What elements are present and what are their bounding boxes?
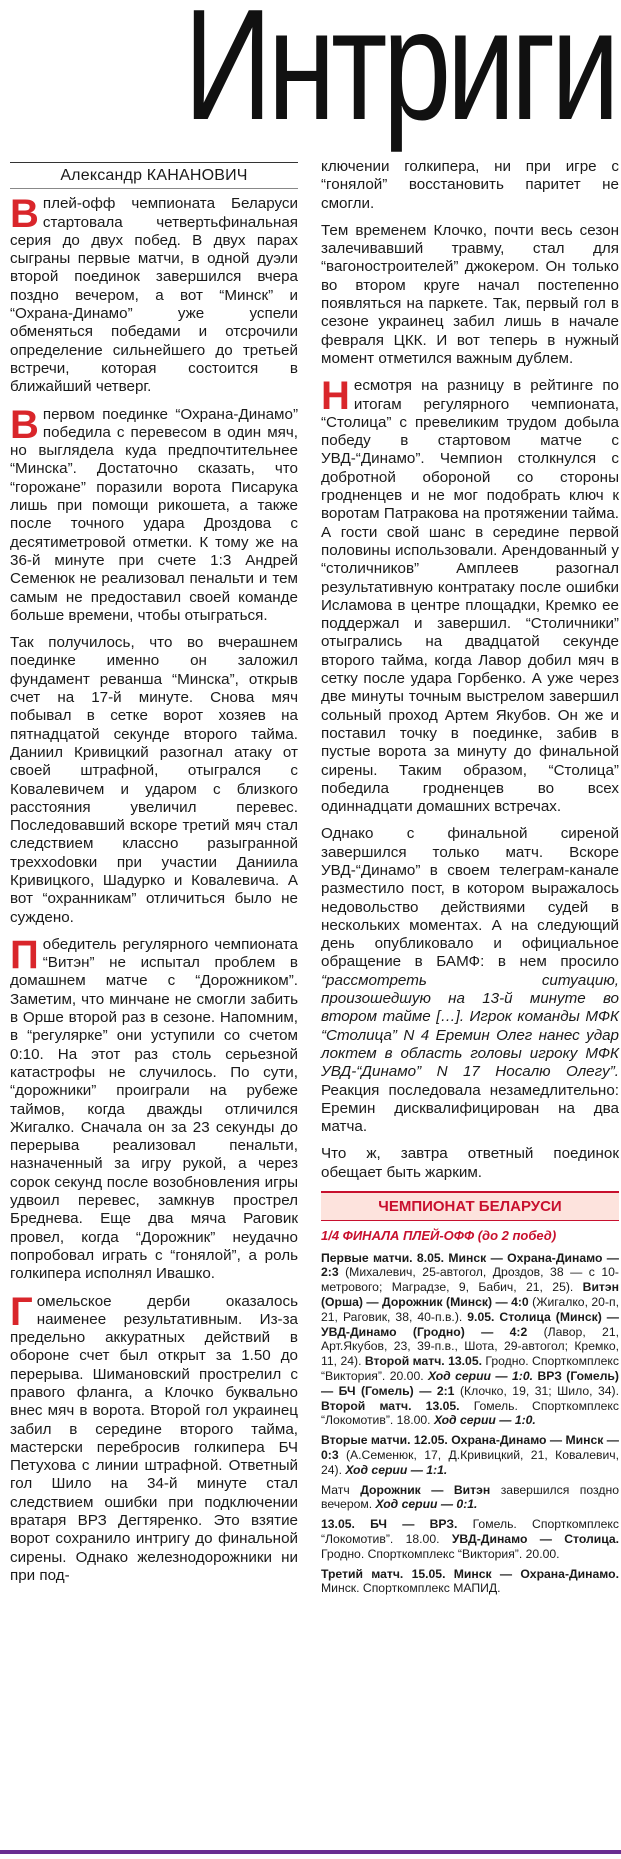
paragraph xyxy=(321,1145,619,1182)
results-list xyxy=(321,1251,619,1597)
right-column xyxy=(321,158,619,1601)
paragraph-text: есмотря на разницу в рейтинге по итогам регулярного чемпионата, “Столица” с превеликим трудом добыла победу в стартовом матче с УВД-“Динамо”. Чемпион столкнулся с добротной обороной со стороны гродненцев и не мог подобрать ключ к воротам Патракова на протяжении тайма. А гости свой шанс в середине первой половины использовали. Арендованный у “столичников” Амплеев разогнал результативную контратаку после ошибки Исламова в центре площадки, Кремко ее поддержал и завершил. “Столичники” отыгрались на двадцатой секунде второго тайма, когда Лавор добил мяч в сетку после удара Горбенко. А уже через две минуты точным выстрелом завершил сольный проход Артем Якубов. Он же и поставил точку в поединке, забив в пустые ворота за минуту до финальной сирены. Таким образом, “Столица” победила гродненцев во всех одиннадцати домашних встречах. xyxy=(321,377,619,816)
drop-cap: Н xyxy=(321,374,350,419)
quote-text: “рассмотреть ситуацию, произошедшую на 13-й минуте во втором тайме […]. Игрок команды МФК “Столица” N 4 Еремин Олег нанес удар локтем в область головы игроку МФК УВД-“Динамо” N 17 Носалю Олегу”. xyxy=(321,971,619,1081)
left-body xyxy=(10,192,298,1585)
paragraph-text: Тем временем Клочко, почти весь сезон залечивавший травму, стал для “вагоностроителей” джокером. Он только во втором круге начал постепенно появляться на паркете. Так, первый гол в сезоне украинец забил лишь в начале февраля ЦКК. И вот теперь в нужный момент отметился важным дублем. xyxy=(321,221,619,367)
drop-cap: П xyxy=(10,932,39,977)
paragraph-text: Что ж, завтра ответный поединок обещает быть жарким. xyxy=(321,1145,619,1181)
result-entry: Первые матчи. 8.05. Минск — Охрана-Динамо — 2:3 (Михалевич, 25-автогол, Дроздов, 38 — с 10-метрового; Маградзе, 9, Бабич, 21, 25). Витэн (Орша) — Дорожник (Минск) — 4:0 (Жигалко, 20-п, 21, Раговик, 38, 40-п.в.). 9.05. Столица (Минск) — УВД-Динамо (Гродно) — 4:2 (Лавор, 21, Арт.Якубов, 23, 39-п.в., Шота, 29-автогол; Кремко, 11, 24). Второй матч. 13.05. Гродно. Спорткомплекс “Виктория”. 20.00. Ход серии — 1:0. ВРЗ (Гомель) — БЧ (Гомель) — 2:1 (Клочко, 19, 31; Шило, 34). Второй матч. 13.05. Гомель. Спорткомплекс “Локомотив”. 18.00. Ход серии — 1:0. xyxy=(321,1250,619,1428)
right-body xyxy=(321,158,619,1182)
paragraph-text: Однако с финальной сиреной завершился только матч. Вскоре УВД-“Динамо” в своем телеграм-канале разместило пост, в котором выражалось недовольство действиями судей в нескольких моментах. А на следующий день опубликовало и официальное обращение в БАМФ: в нем просило xyxy=(321,825,619,971)
paragraph xyxy=(10,634,298,927)
paragraph-text: плей-офф чемпионата Беларуси стартовала четвертьфинальная серия до двух побед. В двух парах сыграны первые матчи, в одной дуэли второй поединок завершился вчера поздно вечером, а вот “Минск” и “Охрана-Динамо” уже успели обменяться победами и отсрочили определение сильнейшего до третьей встречи, которая состоится в ближайший четверг. xyxy=(10,195,298,396)
drop-cap: В xyxy=(10,402,39,447)
paragraph xyxy=(321,825,619,1136)
paragraph xyxy=(10,932,298,1284)
left-column xyxy=(10,162,298,1594)
paragraph xyxy=(10,1289,298,1586)
headline: Интриги xyxy=(183,0,615,153)
footer-rule xyxy=(0,1850,621,1854)
result-entry: Третий матч. 15.05. Минск — Охрана-Динамо. Минск. Спорткомплекс МАПИД. xyxy=(321,1566,619,1596)
result-entry: Вторые матчи. 12.05. Охрана-Динамо — Минск — 0:3 (А.Семенюк, 17, Д.Кривицкий, 21, Ковалевич, 24). Ход серии — 1:1. xyxy=(321,1433,619,1477)
paragraph xyxy=(10,192,298,396)
paragraph xyxy=(321,222,619,368)
paragraph-text: ключении голкипера, ни при игре с “гонялой” восстановить паритет не смогли. xyxy=(321,158,619,212)
paragraph xyxy=(321,158,619,213)
drop-cap: В xyxy=(10,192,39,237)
paragraph xyxy=(10,402,298,626)
paragraph-tail: Реакция последовала незамедлительно: Еремин дисквалифицирован на два матча. xyxy=(321,1081,619,1136)
paragraph-text: первом поединке “Охрана-Динамо” победила с перевесом в один мяч, но выглядела куда предпочтительнее “Минска”. Достаточно сказать, что “горожане” поразили ворота Писарука лишь при помощи рикошета, а также после точного удара Дроздова с десятиметровой отметки. К тому же на 36-й минуте при счете 1:3 Андрей Семенюк не реализовал пенальти и тем самым не предоставил своей команде больше времени, чтобы отыграться. xyxy=(10,405,298,624)
results-box-subheading: 1/4 ФИНАЛА ПЛЕЙ-ОФФ (до 2 побед) xyxy=(321,1228,557,1244)
paragraph-text: Так получилось, что во вчерашнем поединке именно он заложил фундамент реванша “Минска”, открыв счет на 17-й минуте. Снова мяч побывал в сетке ворот хозяев на пятнадцатой секунде второго тайма. Даниил Кривицкий разогнал атаку от своей штрафной, отыгрался с Ковалевичем и ударом с близкого расстояния увеличил перевес. Последовавший вскоре третий мяч стал следствием классно разыгранной треххodовки при участии Даниила Кривицкого, Шадурко и Ковалевича. А вот “охранникам” отличиться было не суждено. xyxy=(10,634,298,926)
byline: Александр КАНАНОВИЧ xyxy=(10,162,298,189)
result-entry: Матч Дорожник — Витэн завершился поздно вечером. Ход серии — 0:1. xyxy=(321,1482,619,1512)
drop-cap: Г xyxy=(10,1289,33,1334)
paragraph xyxy=(321,374,619,816)
paragraph-text: омельское дерби оказалось наименее результативным. Из-за предельно аккуратных действий в обороне счет был открыт за 1.50 до перерыва. Шимановский прострелил с правого фланга, а Клочко буквально внес мяч в ворота. Второй гол украинец забил в середине второго тайма, мастерски перебросив голкипера БЧ Петухова с линии штрафной. Ответный гол Шило на 34-й минуте стал следствием ошибки при подключении вратаря ВРЗ Дегтяренко. Это взятие ворот сохранило интригу до финальной сирены. Однако железнодорожники ни при под- xyxy=(10,1292,298,1584)
result-entry: 13.05. БЧ — ВРЗ. Гомель. Спорткомплекс “Локомотив”. 18.00. УВД-Динамо — Столица. Гродно. Спорткомплекс “Виктория”. 20.00. xyxy=(321,1517,620,1561)
paragraph-text: обедитель регулярного чемпионата “Витэн” не испытал проблем в домашнем матче с “Дорожником”. Заметим, что минчане не смогли забить в Орше второй раз в сезоне. Напомним, в “регулярке” они уступили со счетом 0:10. На этот раз столь серьезной катастрофы не случилось. По сути, “дорожники” проиграли на рубеже таймов, когда дважды отличился Жигалко. Сначала он за 23 секунды до перерыва реализовал пенальти, назначенный за игру рукой, а через сорок секунд после возобновления игры удвоил перевес, замкнув прострел Бреднева. Еще два мяча Раговик провел, когда “Дорожник” неудачно попробовал играть с “гонялой”, а роль голкипера исполнял Ивашко. xyxy=(10,935,298,1283)
results-box-heading: ЧЕМПИОНАТ БЕЛАРУСИ xyxy=(321,1191,619,1221)
